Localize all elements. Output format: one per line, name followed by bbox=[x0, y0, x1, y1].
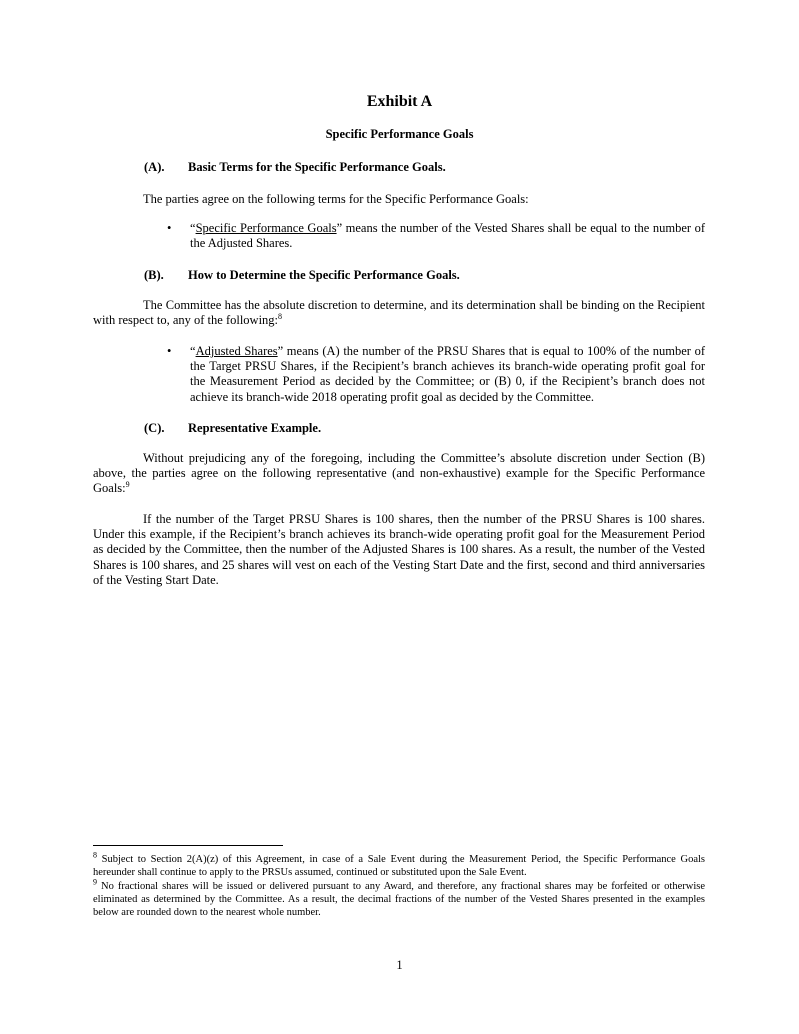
section-b-letter: (B). bbox=[144, 268, 164, 282]
section-b-intro-text: The Committee has the absolute discretion to determine, and its determination shall be binding on the Recipient with respect to, any of the following: bbox=[93, 298, 705, 328]
section-a-intro: The parties agree on the following terms for the Specific Performance Goals: bbox=[143, 192, 529, 206]
section-c-intro-text: Without prejudicing any of the foregoing, including the Committee’s absolute discretion under Section (B) above, the parties agree on the following representative (and non-exhaustive) example for the Specific Performance Goals: bbox=[93, 451, 705, 496]
open-quote: “ bbox=[190, 344, 196, 358]
footnote-9-number: 9 bbox=[93, 877, 97, 887]
bullet-point: • bbox=[167, 344, 172, 358]
section-a-letter: (A). bbox=[144, 160, 165, 174]
footnote-8-text: Subject to Section 2(A)(z) of this Agreement, in case of a Sale Event during the Measurement Period, the Specific Performance Goals hereunder shall continue to apply to the PRSUs assumed, continued or substituted upon the Sale Event. bbox=[93, 854, 705, 879]
bullet-point: • bbox=[167, 221, 172, 235]
section-c-heading bbox=[144, 421, 321, 436]
defined-term-adjusted-shares: Adjusted Shares bbox=[195, 344, 278, 358]
section-b-bullet-definition: ” means (A) the number of the PRSU Shares that is equal to 100% of the number of the Target PRSU Shares, if the Recipient’s branch achieves its branch-wide operating profit goal for the Measurement Period as decided by the Committee; or (B) 0, if the Recipient’s branch does not achieve its branch-wide 2018 operating profit goal as decided by the Committee. bbox=[190, 344, 705, 404]
open-quote: “ bbox=[190, 221, 196, 235]
section-c-title: Representative Example. bbox=[188, 421, 322, 435]
section-a-bullet-text bbox=[190, 221, 705, 251]
section-a-bullet bbox=[167, 221, 705, 251]
section-b-title: How to Determine the Specific Performance Goals. bbox=[188, 268, 460, 282]
section-a-bullet-definition: ” means the number of the Vested Shares shall be equal to the number of the Adjusted Shares. bbox=[190, 221, 705, 251]
section-b-intro bbox=[93, 298, 705, 328]
footnote-ref-8[interactable]: 8 bbox=[278, 312, 283, 322]
section-b-heading bbox=[144, 268, 460, 283]
section-b-bullet bbox=[167, 344, 705, 405]
footnote-9-text: No fractional shares will be issued or delivered pursuant to any Award, and therefore, any fractional shares may be forfeited or otherwise eliminated as determined by the Committee. As a result, the decimal fractions of the number of the Vested Shares presented in the examples below are rounded down to the nearest whole number. bbox=[93, 881, 705, 919]
defined-term-specific-performance-goals: Specific Performance Goals bbox=[195, 221, 337, 235]
footnote-8-number: 8 bbox=[93, 850, 97, 860]
footnote-9 bbox=[93, 877, 705, 920]
exhibit-title: Exhibit A bbox=[366, 93, 433, 110]
footnote-ref-9[interactable]: 9 bbox=[125, 480, 130, 490]
section-c-example: If the number of the Target PRSU Shares is 100 shares, then the number of the PRSU Shares is 100 shares. Under this example, if the Recipient’s branch achieves its branch-wide operating profit goal for the Measurement Period as decided by the Committee, then the number of the Adjusted Shares is 100 shares. As a result, the number of the Vested Shares is 100 shares, and 25 shares will vest on each of the Vesting Start Date and the first, second and third anniversaries of the Vesting Start Date. bbox=[93, 512, 705, 587]
footnote-divider bbox=[93, 845, 283, 846]
section-c-letter: (C). bbox=[144, 421, 165, 435]
exhibit-subtitle: Specific Performance Goals bbox=[325, 127, 474, 141]
section-a-title: Basic Terms for the Specific Performance Goals. bbox=[188, 160, 446, 174]
section-a-heading bbox=[144, 160, 446, 175]
section-b-bullet-text bbox=[190, 344, 705, 405]
page-number: 1 bbox=[396, 958, 403, 972]
footnote-8 bbox=[93, 850, 705, 879]
section-c-intro bbox=[93, 451, 705, 497]
